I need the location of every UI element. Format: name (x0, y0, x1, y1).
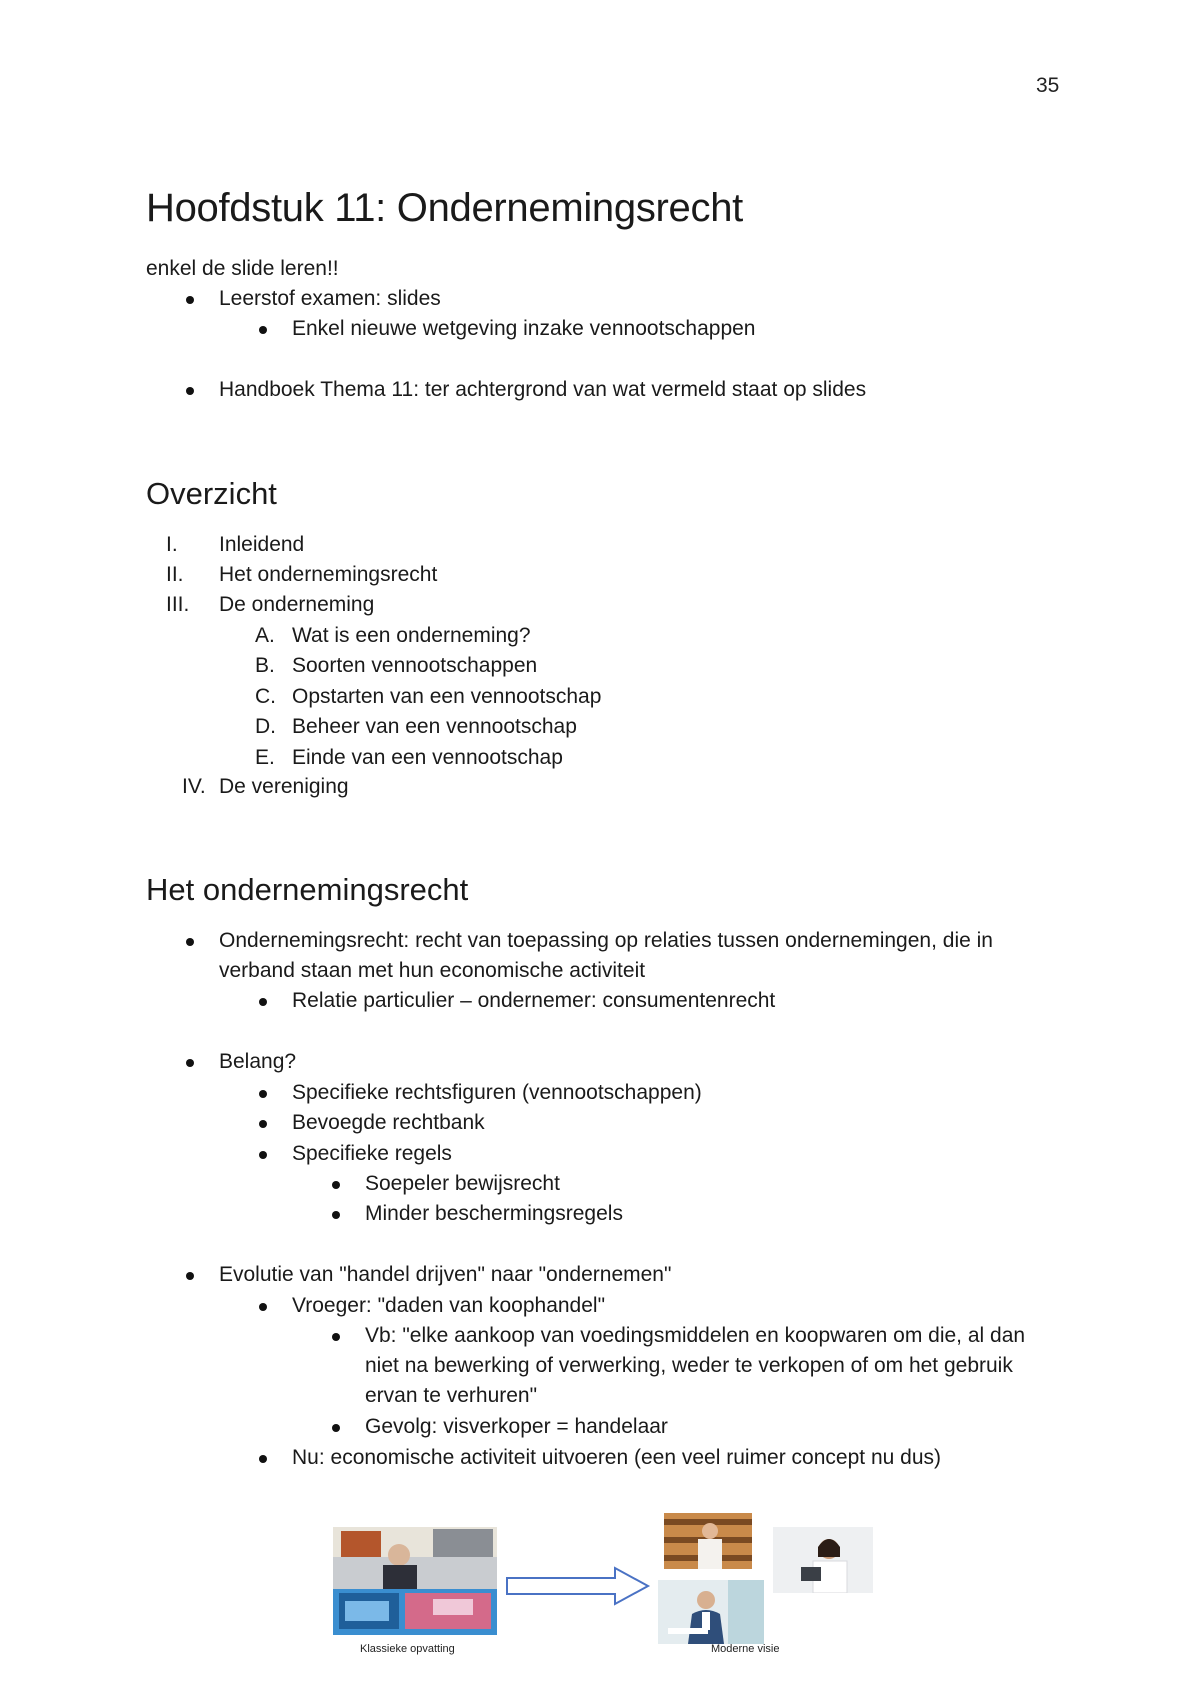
caption-modern: Moderne visie (711, 1643, 780, 1655)
page-title: Hoofdstuk 11: Ondernemingsrecht (146, 186, 743, 230)
section-heading-overzicht: Overzicht (146, 476, 277, 511)
list-item: Gevolg: visverkoper = handelaar (365, 1415, 668, 1438)
bullet-icon (332, 1333, 340, 1341)
list-item: Vroeger: "daden van koophandel" (292, 1294, 606, 1317)
bullet-icon (186, 1272, 194, 1280)
arrow-right-icon (505, 1566, 651, 1606)
bullet-icon (186, 296, 194, 304)
fish-seller-photo (333, 1527, 497, 1635)
list-marker: I. (166, 533, 178, 556)
bullet-icon (259, 1120, 267, 1128)
list-item: Nu: economische activiteit uitvoeren (een veel ruimer concept nu dus) (292, 1446, 941, 1469)
list-marker: E. (255, 746, 275, 769)
bullet-icon (186, 1059, 194, 1067)
list-item: Leerstof examen: slides (219, 287, 441, 310)
bullet-icon (332, 1181, 340, 1189)
list-marker: IV. (182, 775, 206, 798)
list-item: Evolutie van "handel drijven" naar "ondernemen" (219, 1263, 672, 1286)
bullet-icon (259, 1303, 267, 1311)
bullet-icon (259, 326, 267, 334)
list-item: Belang? (219, 1050, 297, 1073)
outline-item: Wat is een onderneming? (292, 624, 531, 647)
intro-note: enkel de slide leren!! (146, 257, 339, 280)
bullet-icon (259, 1455, 267, 1463)
list-item: Minder beschermingsregels (365, 1202, 623, 1225)
outline-item: Einde van een vennootschap (292, 746, 563, 769)
doctor-photo (773, 1527, 873, 1593)
bullet-icon (259, 1090, 267, 1098)
page-number: 35 (1036, 74, 1060, 97)
caption-classic: Klassieke opvatting (360, 1643, 455, 1655)
list-marker: II. (166, 563, 184, 586)
bullet-icon (259, 1151, 267, 1159)
bullet-icon (332, 1211, 340, 1219)
bullet-icon (259, 998, 267, 1006)
list-marker: A. (255, 624, 275, 647)
bullet-icon (186, 387, 194, 395)
example-text: Vb: "elke aankoop van voedingsmiddelen en koopwaren om die, al dan niet na bewerking of verwerking, weder te verkopen of om het gebruik ervan te verhuren" (365, 1324, 1026, 1407)
list-item: Specifieke regels (292, 1142, 452, 1165)
outline-item: De onderneming (219, 593, 375, 616)
businessman-photo (658, 1580, 764, 1644)
bullet-icon (186, 938, 194, 946)
outline-item: Beheer van een vennootschap (292, 715, 577, 738)
bullet-icon (332, 1424, 340, 1432)
list-item: Bevoegde rechtbank (292, 1111, 485, 1134)
list-item: Relatie particulier – ondernemer: consumentenrecht (292, 989, 776, 1012)
outline-item: Inleidend (219, 533, 305, 556)
list-marker: B. (255, 654, 275, 677)
outline-item: Soorten vennootschappen (292, 654, 538, 677)
baker-photo (664, 1513, 752, 1569)
list-item: Specifieke rechtsfiguren (vennootschappen) (292, 1081, 702, 1104)
section-heading-ondernemingsrecht: Het ondernemingsrecht (146, 872, 469, 907)
definition-text: Ondernemingsrecht: recht van toepassing op relaties tussen ondernemingen, die in verband staan met hun economische activiteit (219, 929, 993, 982)
outline-item: De vereniging (219, 775, 349, 798)
outline-item: Opstarten van een vennootschap (292, 685, 602, 708)
list-marker: C. (255, 685, 276, 708)
list-item: Enkel nieuwe wetgeving inzake vennootschappen (292, 317, 756, 340)
list-item: Handboek Thema 11: ter achtergrond van wat vermeld staat op slides (219, 378, 867, 401)
list-marker: D. (255, 715, 276, 738)
outline-item: Het ondernemingsrecht (219, 563, 438, 586)
list-marker: III. (166, 593, 190, 616)
list-item: Soepeler bewijsrecht (365, 1172, 560, 1195)
